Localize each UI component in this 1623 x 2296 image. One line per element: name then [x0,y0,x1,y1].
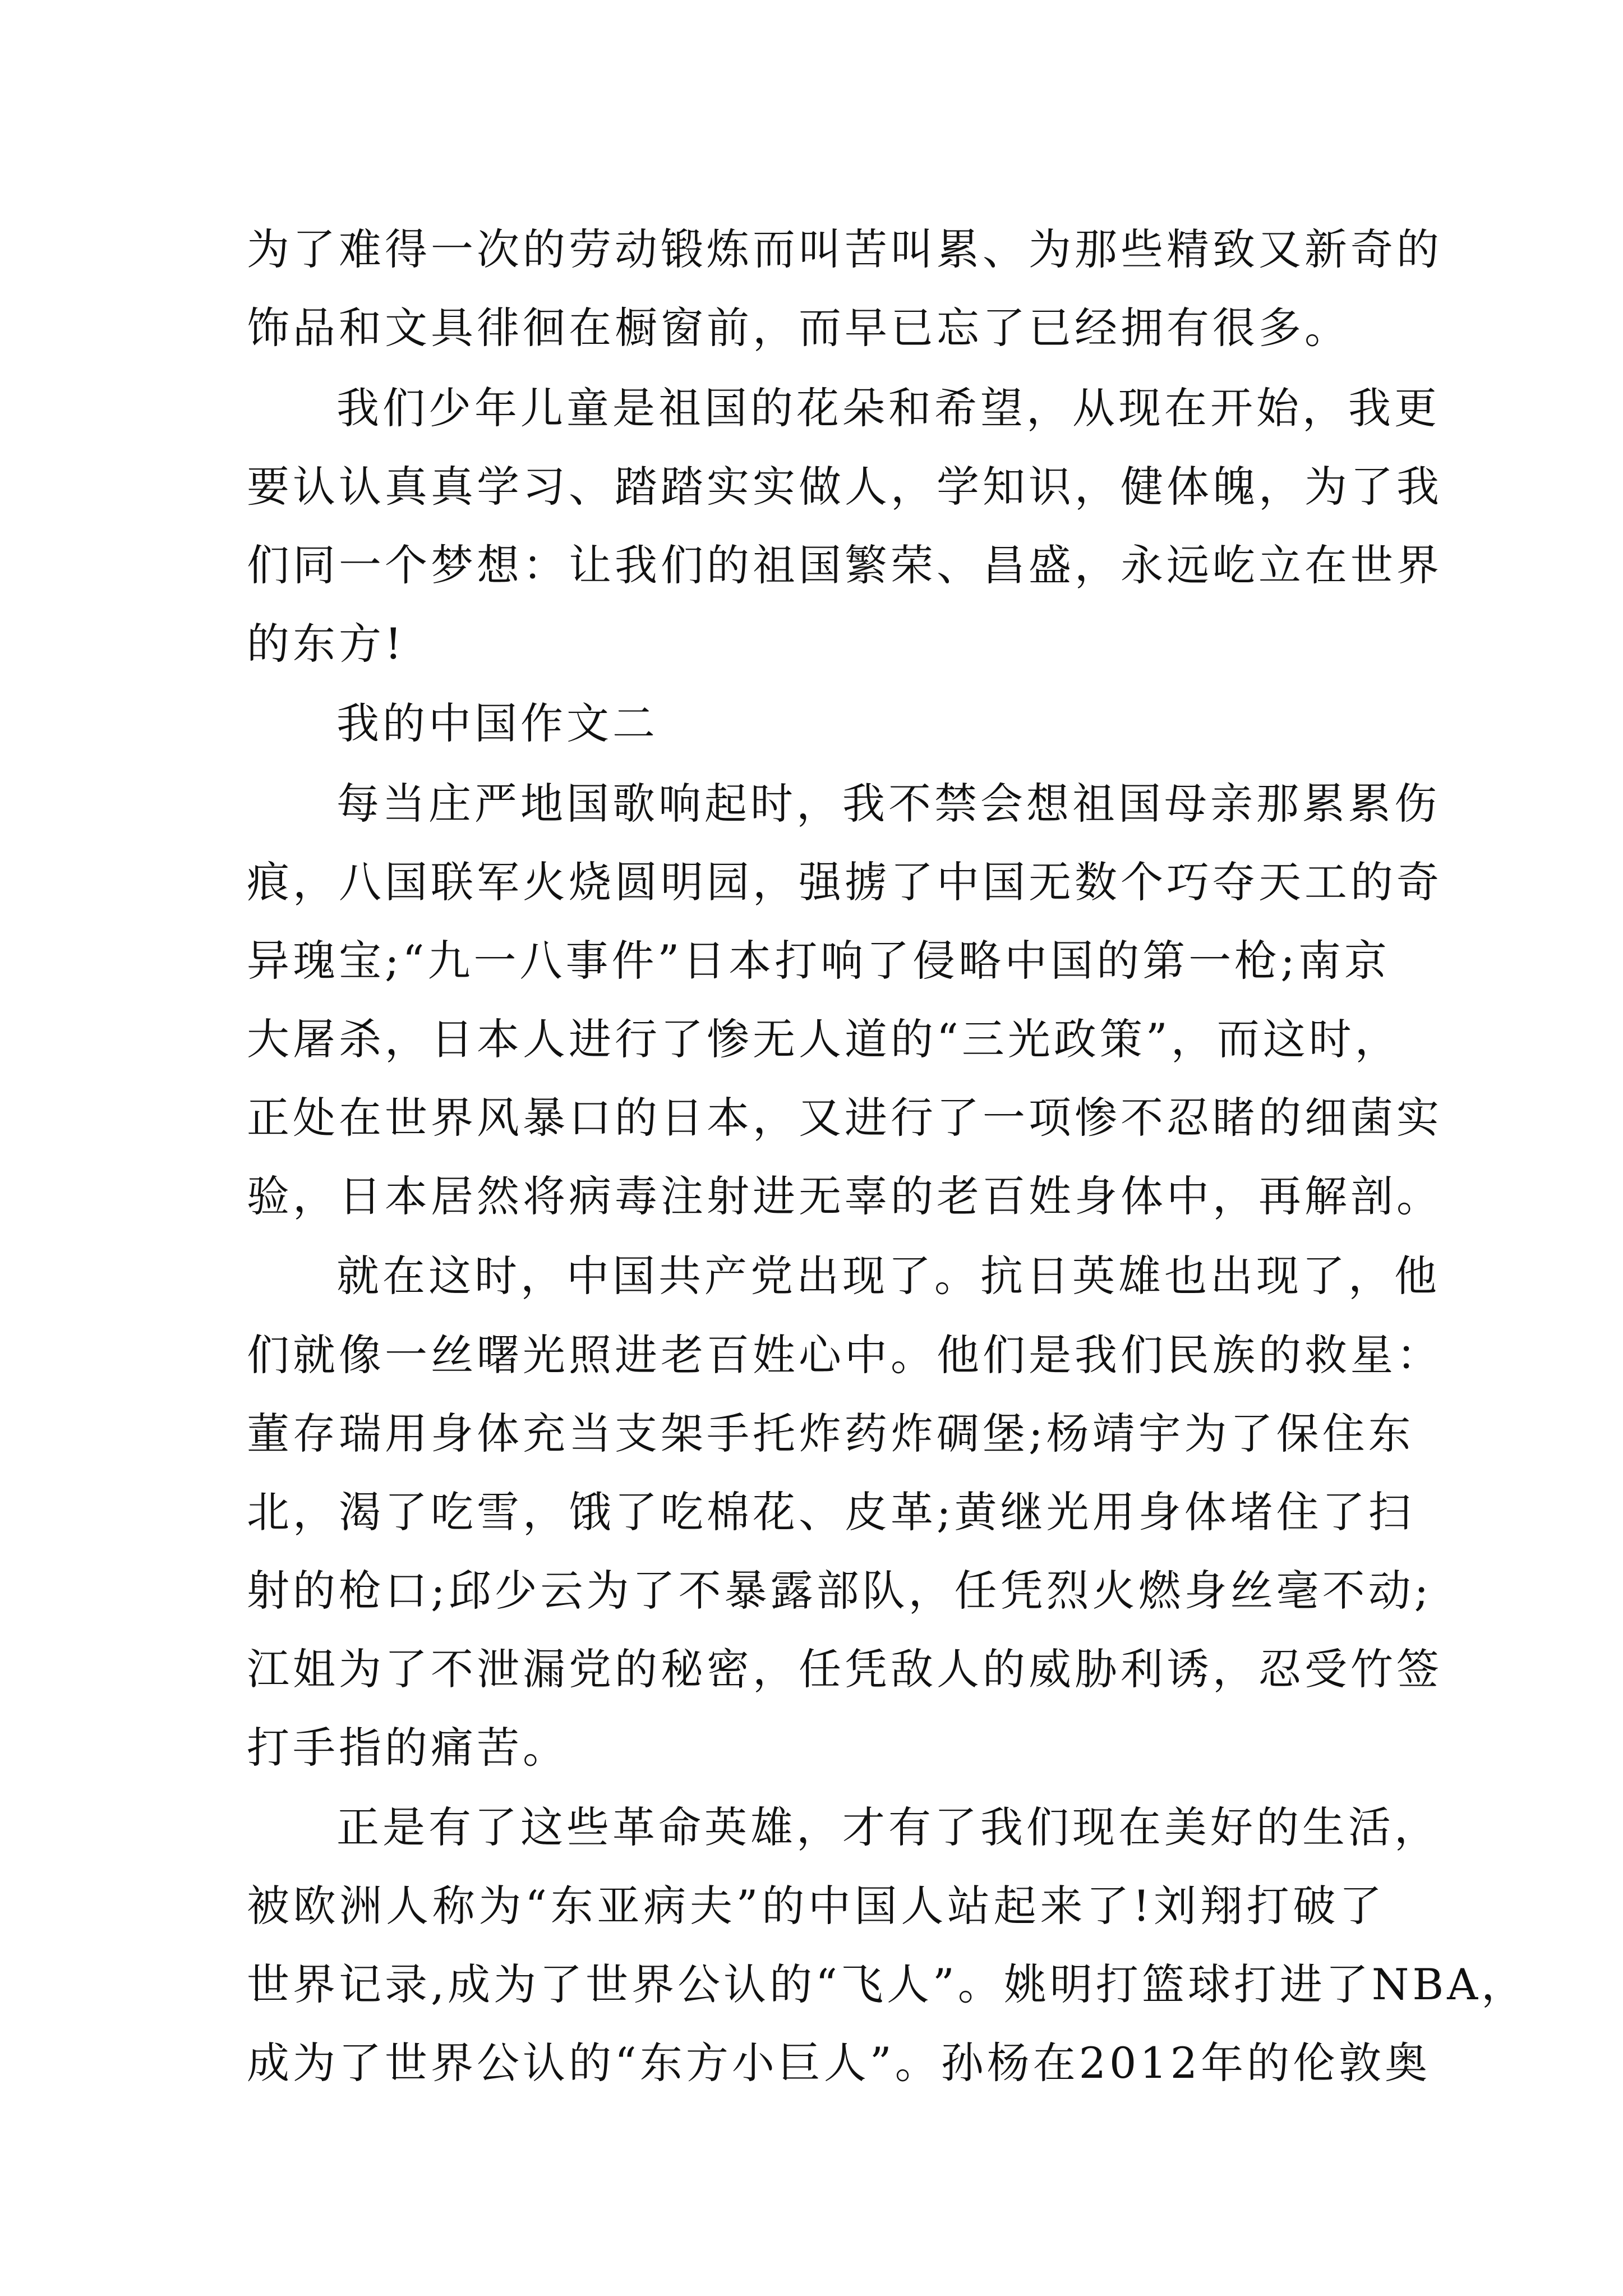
paragraph-line: 每当庄严地国歌响起时，我不禁会想祖国母亲那累累伤 [336,779,1440,829]
paragraph-line: 射的枪口;邱少云为了不暴露部队，任凭烈火燃身丝毫不动; [247,1566,1432,1616]
paragraph-line: 的东方! [247,619,405,669]
paragraph-line: 被欧洲人称为“东亚病夫”的中国人站起来了!刘翔打破了 [247,1881,1385,1931]
paragraph-line: 正是有了这些革命英雄，才有了我们现在美好的生活， [336,1802,1440,1852]
paragraph-line: 痕，八国联军火烧圆明园，强掳了中国无数个巧夺天工的奇 [247,857,1442,907]
paragraph-line: 打手指的痛苦。 [247,1723,569,1773]
paragraph-line: 大屠杀，日本人进行了惨无人道的“三光政策”，而这时， [247,1014,1401,1064]
paragraph-line: 正处在世界风暴口的日本，又进行了一项惨不忍睹的细菌实 [247,1093,1442,1143]
paragraph-line: 北，渴了吃雪，饿了吃棉花、皮革;黄继光用身体堵住了扫 [247,1487,1414,1537]
paragraph-line: 我们少年儿童是祖国的花朵和希望，从现在开始，我更 [336,383,1440,433]
paragraph-line: 们就像一丝曙光照进老百姓心中。他们是我们民族的救星： [247,1330,1442,1380]
paragraph-line: 就在这时，中国共产党出现了。抗日英雄也出现了，他 [336,1251,1440,1301]
paragraph-line: 世界记录,成为了世界公认的“飞人”。姚明打篮球打进了NBA， [247,1959,1528,2009]
paragraph-line: 要认认真真学习、踏踏实实做人，学知识，健体魄，为了我 [247,462,1442,512]
paragraph-line: 饰品和文具徘徊在橱窗前，而早已忘了已经拥有很多。 [247,303,1350,353]
paragraph-line: 江姐为了不泄漏党的秘密，任凭敌人的威胁利诱，忍受竹签 [247,1644,1442,1694]
paragraph-line: 们同一个梦想：让我们的祖国繁荣、昌盛，永远屹立在世界 [247,540,1442,590]
section-heading: 我的中国作文二 [336,698,658,748]
paragraph-line: 为了难得一次的劳动锻炼而叫苦叫累、为那些精致又新奇的 [247,224,1442,274]
paragraph-line: 验，日本居然将病毒注射进无辜的老百姓身体中，再解剖。 [247,1171,1442,1221]
paragraph-line: 成为了世界公认的“东方小巨人”。孙杨在2012年的伦敦奥 [247,2038,1431,2088]
paragraph-line: 异瑰宝;“九一八事件”日本打响了侵略中国的第一枪;南京 [247,936,1390,986]
paragraph-line: 董存瑞用身体充当支架手托炸药炸碉堡;杨靖宇为了保住东 [247,1409,1414,1458]
